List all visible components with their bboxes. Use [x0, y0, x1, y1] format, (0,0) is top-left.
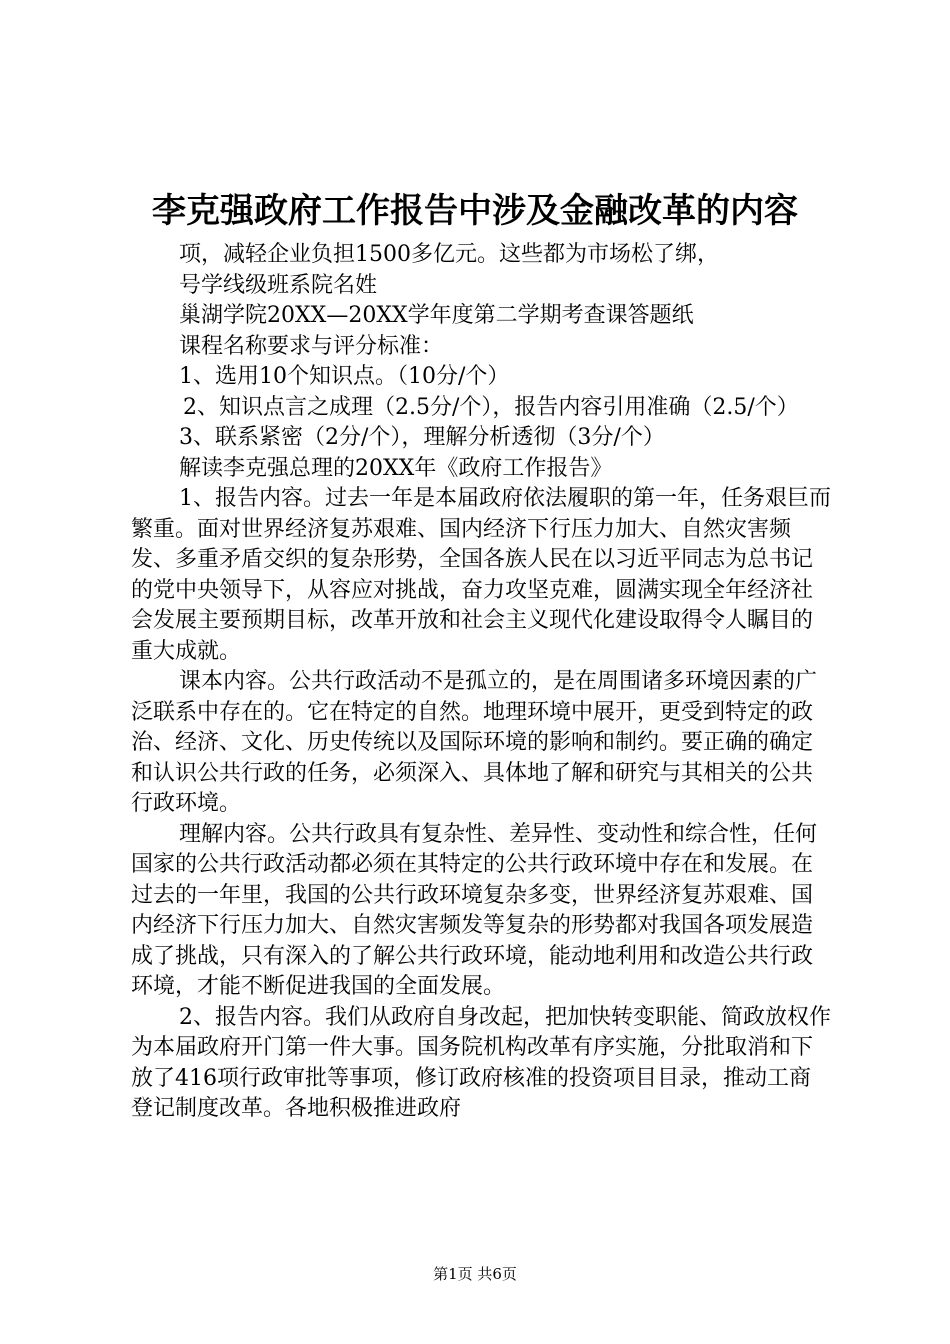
- paragraph: 1、报告内容。过去一年是本届政府依法履职的第一年，任务艰巨而繁重。面对世界经济复苏艰难、国内经济下行压力加大、自然灾害频发、多重矛盾交织的复杂形势，全国各族人民在以习近平同志为总书记的党中央领导下，从容应对挑战，奋力攻坚克难，圆满实现全年经济社会发展主要预期目标，改革开放和社会主义现代化建设取得令人瞩目的重大成就。: [131, 486, 831, 664]
- paragraph: 课本内容。公共行政活动不是孤立的，是在周围诸多环境因素的广泛联系中存在的。它在特定的自然。地理环境中展开，更受到特定的政治、经济、文化、历史传统以及国际环境的影响和制约。要正确的确定和认识公共行政的任务，必须深入、具体地了解和研究与其相关的公共行政环境。: [131, 669, 818, 816]
- document-body: [131, 240, 831, 1125]
- text-line: 课程名称要求与评分标准：: [179, 333, 444, 359]
- text-line: 巢湖学院20XX—20XX学年度第二学期考查课答题纸: [179, 303, 694, 328]
- text-line: 项，减轻企业负担1500多亿元。这些都为市场松了绑，: [179, 242, 719, 267]
- text-line: 号学线级班系院名姓: [179, 272, 378, 298]
- document-title: 李克强政府工作报告中涉及金融改革的内容: [152, 191, 798, 231]
- criterion-2: 2、知识点言之成理（2.5分/个），报告内容引用准确（2.5/个）: [183, 394, 799, 420]
- paragraph: 理解内容。公共行政具有复杂性、差异性、变动性和综合性，任何国家的公共行政活动都必须在其特定的公共行政环境中存在和发展。在过去的一年里，我国的公共行政环境复杂多变，世界经济复苏艰难、国内经济下行压力加大、自然灾害频发等复杂的形势都对我国各项发展造成了挑战，只有深入的了解公共行政环境，能动地利用和改造公共行政环境，才能不断促进我国的全面发展。: [131, 821, 818, 999]
- criterion-3: 3、联系紧密（2分/个），理解分析透彻（3分/个）: [179, 425, 665, 450]
- text-line: 1、选用10个知识点。（10分/个）: [179, 364, 510, 389]
- page-footer: 第1页 共6页: [433, 1265, 517, 1283]
- paragraph: 2、报告内容。我们从政府自身改起，把加快转变职能、简政放权作为本届政府开门第一件大事。国务院机构改革有序实施，分批取消和下放了416项行政审批等事项，修订政府核准的投资项目目录，推动工商登记制度改革。各地积极推进政府: [131, 1004, 831, 1121]
- document-subtitle: 解读李克强总理的20XX年《政府工作报告》: [179, 455, 613, 481]
